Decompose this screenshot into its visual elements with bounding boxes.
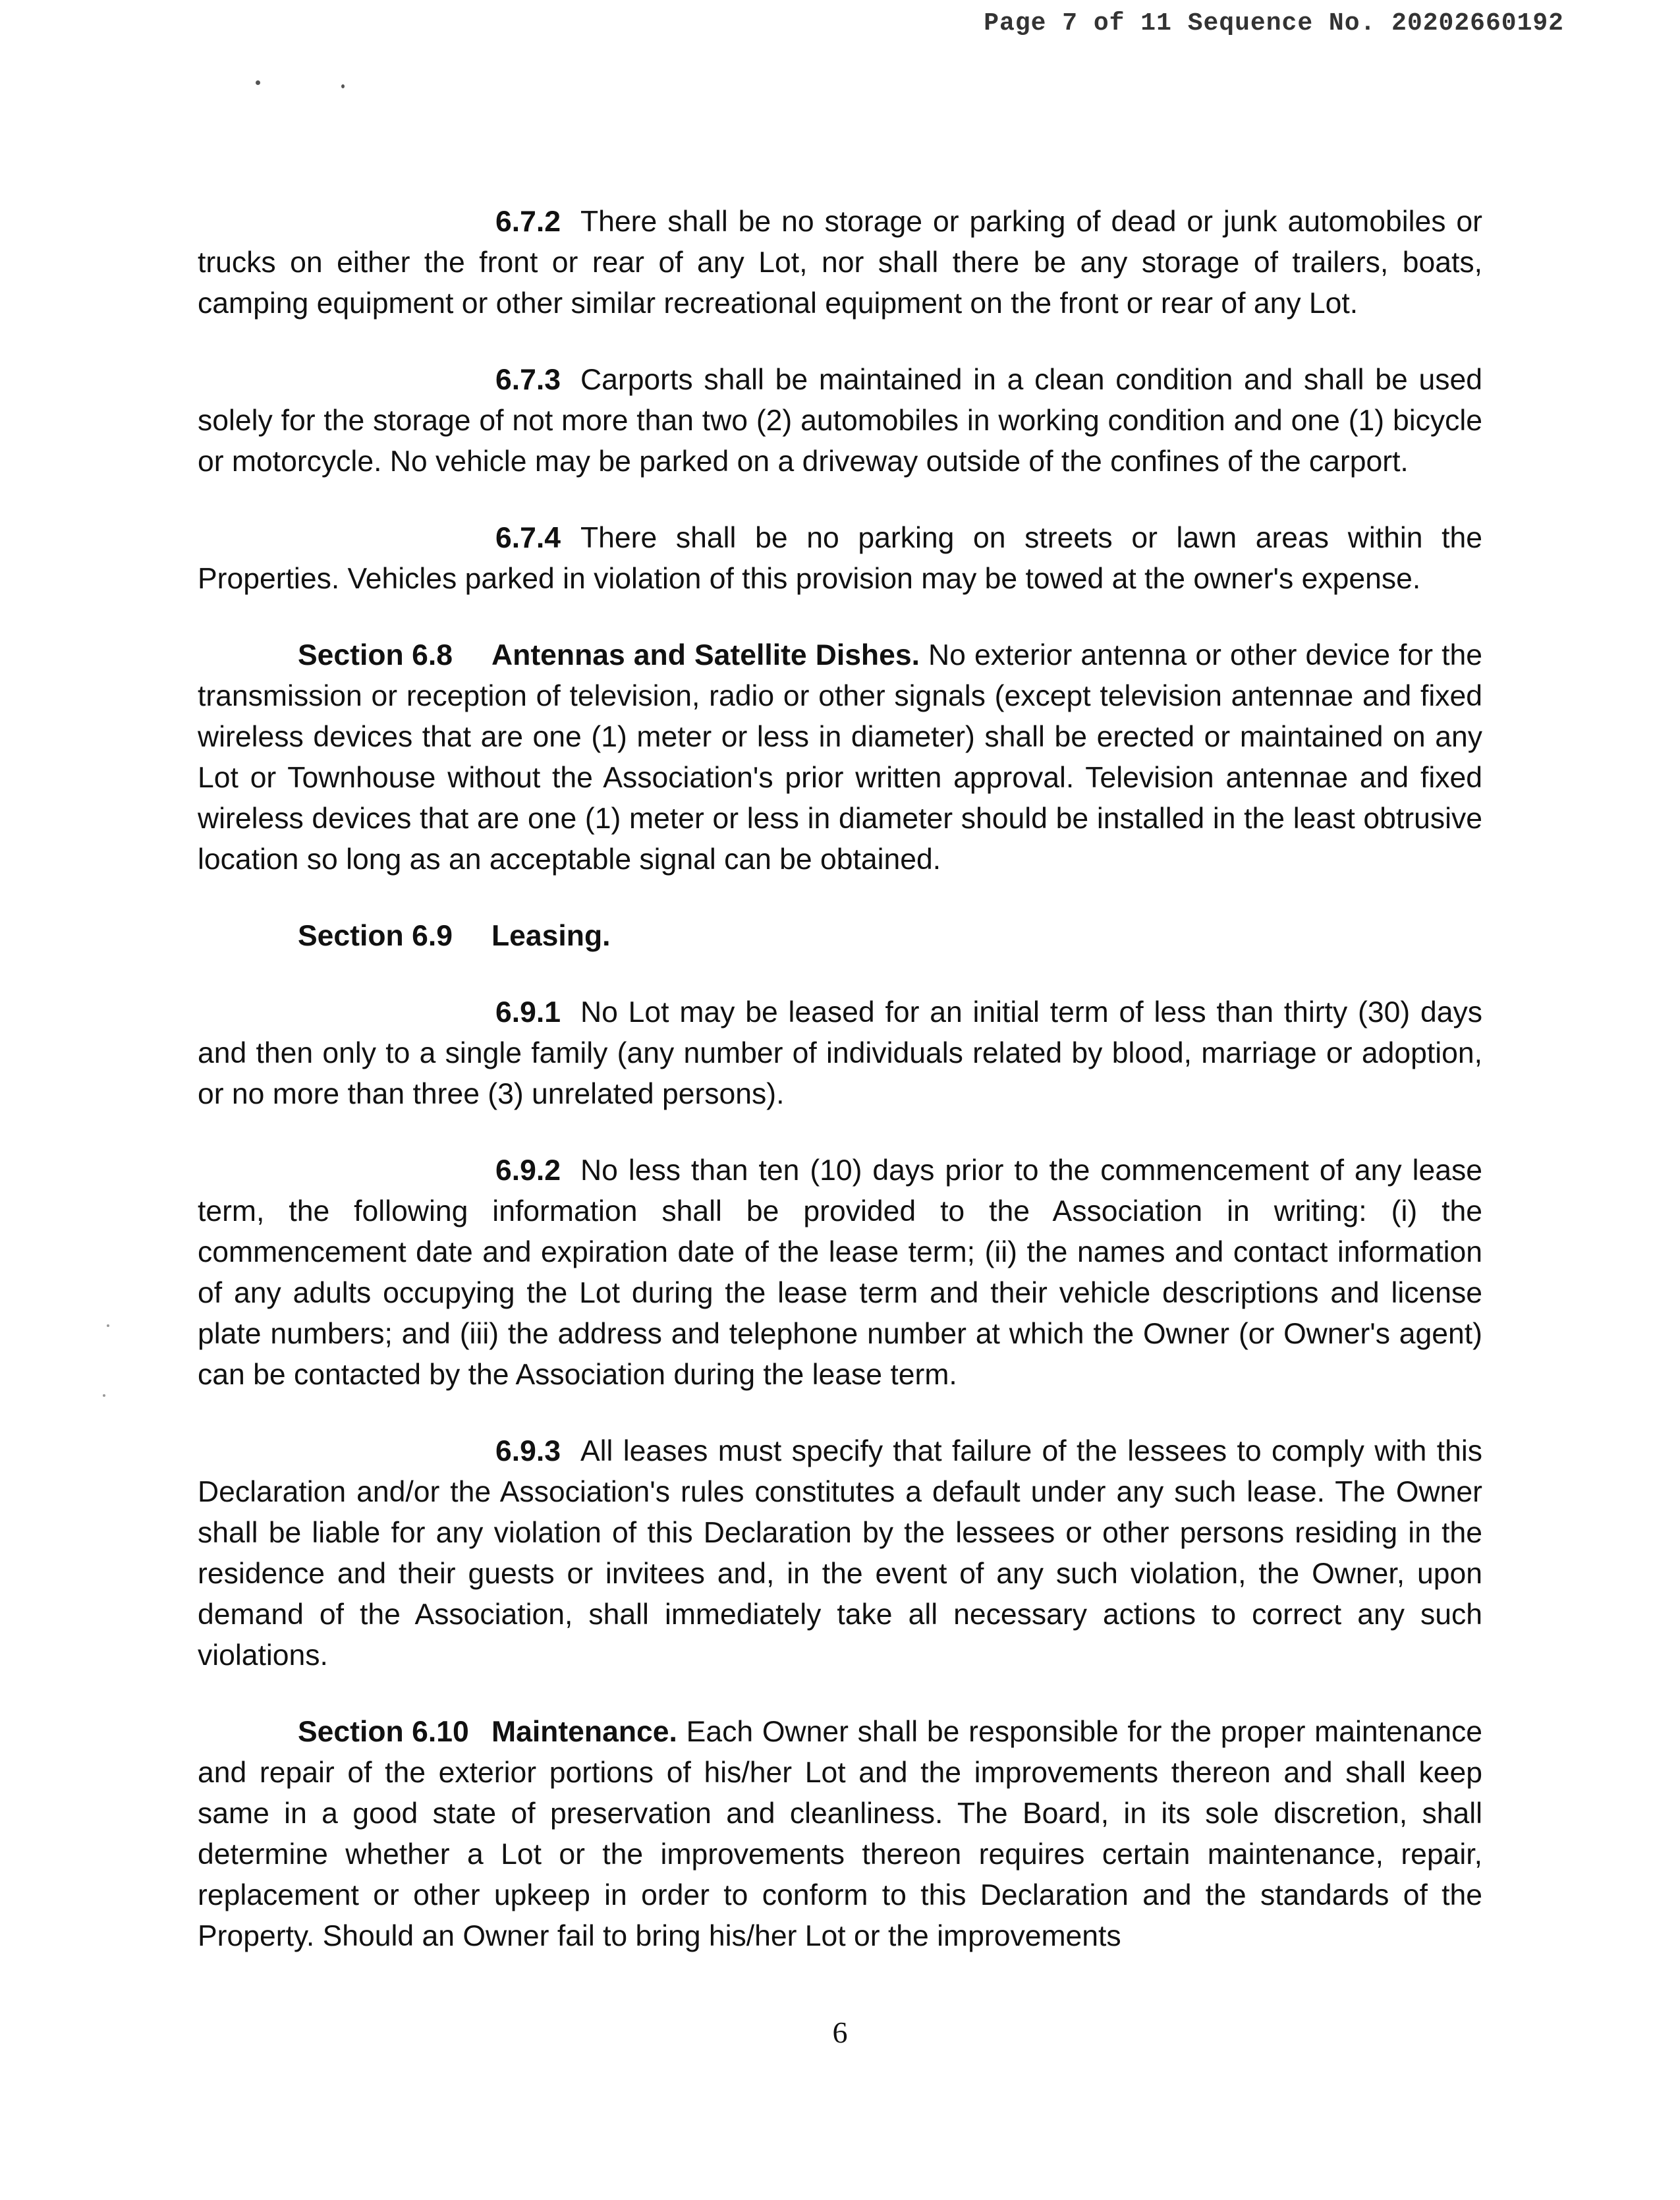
paragraph-number: 6.9.3	[495, 1435, 561, 1467]
section-6-8	[198, 635, 1482, 880]
paragraph-6-9-2	[198, 1150, 1482, 1396]
section-text: Each Owner shall be responsible for the proper maintenance and repair of the exterior portions of his/her Lot and the improvements thereon and shall keep same in a good state of preservation and cleanliness. The Board, in its sole discretion, shall determine whether a Lot or the improvements thereon requires certain maintenance, repair, replacement or other upkeep in order to conform to this Declaration and the standards of the Property. Should an Owner fail to bring his/her Lot or the improvements	[198, 1716, 1482, 1952]
paragraph-number: 6.9.2	[495, 1154, 561, 1187]
page-header: Page 7 of 11 Sequence No. 20202660192	[984, 9, 1564, 38]
paragraph-text: Carports shall be maintained in a clean condition and shall be used solely for the storage of not more than two (2) automobiles in working condition and one (1) bicycle or motorcycle. No vehicle may be parked on a driveway outside of the confines of the carport.	[198, 364, 1482, 478]
paragraph-text: There shall be no parking on streets or lawn areas within the Properties. Vehicles parked in violation of this provision may be towed at the owner's expense.	[198, 522, 1482, 595]
paragraph-number: 6.7.2	[495, 206, 561, 238]
scan-speck	[103, 1394, 105, 1397]
section-text: No exterior antenna or other device for the transmission or reception of television, radio or other signals (except television antennae and fixed wireless devices that are one (1) meter or less in diameter) shall be erected or maintained on any Lot or Townhouse without the Association's prior written approval. Television antennae and fixed wireless devices that are one (1) meter or less in diameter should be installed in the least obtrusive location so long as an acceptable signal can be obtained.	[198, 639, 1482, 876]
section-6-10	[198, 1712, 1482, 1957]
paragraph-text: There shall be no storage or parking of dead or junk automobiles or trucks on either the front or rear of any Lot, nor shall there be any storage of trailers, boats, camping equipment or other similar recreational equipment on the front or rear of any Lot.	[198, 206, 1482, 320]
paragraph-6-9-3	[198, 1431, 1482, 1676]
scan-speck	[107, 1324, 109, 1327]
paragraph-text: No less than ten (10) days prior to the commencement of any lease term, the following information shall be provided to the Association in writing: (i) the commencement date and expiration date of the lease term; (ii) the names and contact information of any adults occupying the Lot during the lease term and their vehicle descriptions and license plate numbers; and (iii) the address and telephone number at which the Owner (or Owner's agent) can be contacted by the Association during the lease term.	[198, 1154, 1482, 1391]
section-number: Section 6.9	[298, 920, 453, 952]
document-body	[198, 202, 1482, 1992]
paragraph-6-7-4	[198, 518, 1482, 600]
section-6-9	[198, 916, 1482, 957]
paragraph-number: 6.7.3	[495, 364, 561, 396]
paragraph-number: 6.9.1	[495, 996, 561, 1029]
section-title: Leasing.	[491, 920, 611, 952]
section-title: Antennas and Satellite Dishes.	[491, 639, 920, 671]
section-number: Section 6.10	[298, 1716, 469, 1748]
paragraph-number: 6.7.4	[495, 522, 561, 554]
paragraph-6-7-3	[198, 360, 1482, 482]
paragraph-text: No Lot may be leased for an initial term of less than thirty (30) days and then only to a single family (any number of individuals related by blood, marriage or adoption, or no more than three (3) unrelated persons).	[198, 996, 1482, 1110]
scan-speck	[341, 84, 345, 88]
page-number: 6	[832, 2016, 848, 2049]
paragraph-text: All leases must specify that failure of the lessees to comply with this Declaration and/or the Association's rules constitutes a default under any such lease. The Owner shall be liable for any violation of this Declaration by the lessees or other persons residing in the residence and their guests or invitees and, in the event of any such violation, the Owner, upon demand of the Association, shall immediately take all necessary actions to correct any such violations.	[198, 1435, 1482, 1672]
section-number: Section 6.8	[298, 639, 453, 671]
paragraph-6-9-1	[198, 992, 1482, 1115]
paragraph-6-7-2	[198, 202, 1482, 324]
section-title: Maintenance.	[491, 1716, 677, 1748]
scan-speck	[256, 80, 260, 85]
